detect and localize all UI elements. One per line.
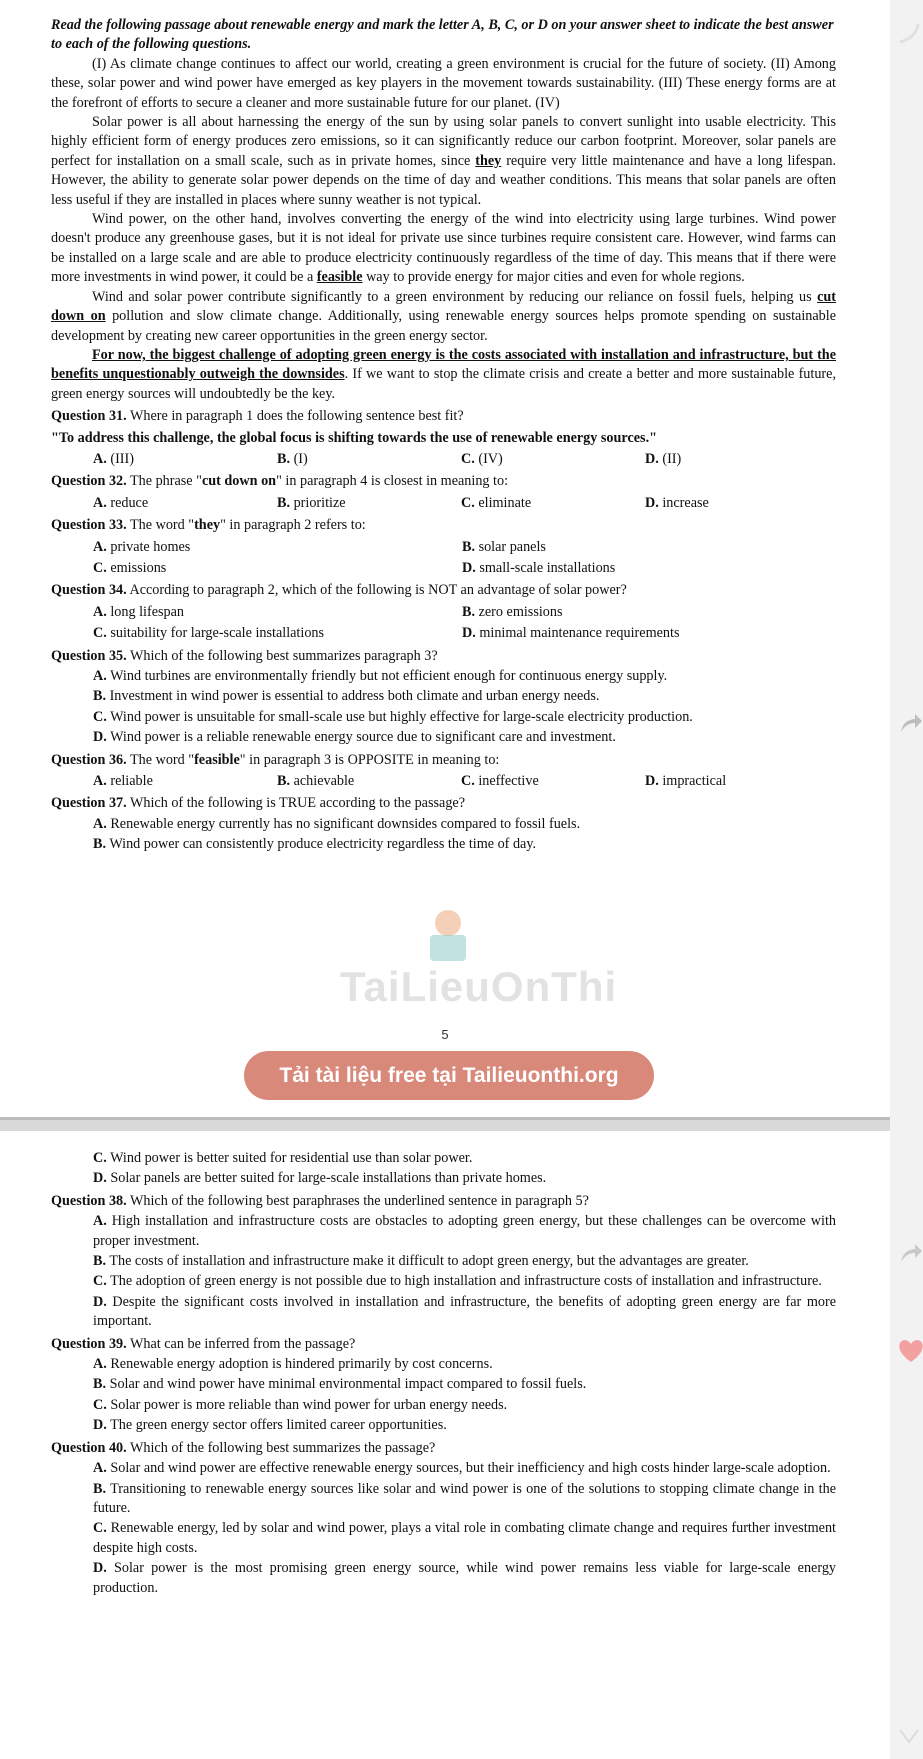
q37-text-a: Renewable energy currently has no significant downsides compared to fossil fuels. bbox=[110, 815, 581, 832]
question-31 bbox=[51, 407, 836, 426]
q34-option-a[interactable] bbox=[93, 603, 462, 622]
question-39-text: What can be inferred from the passage? bbox=[126, 1335, 356, 1352]
question-35-label: Question 35. bbox=[51, 647, 127, 664]
paragraph-3-text-a: Wind power, on the other hand, involves converting the energy of the wind into electricity using large turbines. Wind power doesn't produce any greenhouse gases, but it is not ideal for private use since turbines require consistent care. However, wind farms can be installed on a large scale and are able to produce electricity continuously regardless of the time of day. This means that if there were more investments in wind power, it could be a bbox=[51, 211, 836, 286]
q39-letter-c: C. bbox=[93, 1396, 107, 1413]
share-arrow-icon[interactable] bbox=[897, 710, 923, 736]
q40-letter-c: C. bbox=[93, 1520, 107, 1537]
q37-letter-a: A. bbox=[93, 815, 107, 832]
q38-letter-c: C. bbox=[93, 1273, 107, 1290]
q38-letter-b: B. bbox=[93, 1253, 107, 1270]
q37-letter-b: B. bbox=[93, 836, 107, 853]
question-31-text: Where in paragraph 1 does the following sentence best fit? bbox=[126, 408, 464, 425]
page-separator-shadow bbox=[0, 1117, 890, 1120]
q33-option-a[interactable] bbox=[93, 538, 462, 557]
q34-letter-a: A. bbox=[93, 603, 107, 620]
q32-letter-a: A. bbox=[93, 494, 107, 511]
q32-option-d[interactable] bbox=[645, 494, 829, 513]
q40-text-d: Solar power is the most promising green energy source, while wind power remains less viable for large-scale energy production. bbox=[93, 1560, 837, 1596]
q37-letter-d: D. bbox=[93, 1170, 107, 1187]
question-33 bbox=[51, 516, 836, 535]
q40-option-d[interactable] bbox=[51, 1559, 836, 1598]
q33-text-d: small-scale installations bbox=[479, 559, 616, 576]
q38-option-c[interactable] bbox=[51, 1272, 836, 1291]
q40-option-c[interactable] bbox=[51, 1519, 836, 1558]
q37-option-c[interactable] bbox=[51, 1149, 836, 1168]
q38-text-d: Despite the significant costs involved in installation and infrastructure, the benefits of adopting green energy are far more important. bbox=[93, 1293, 836, 1330]
share-arrow-icon-2[interactable] bbox=[897, 1240, 923, 1266]
paragraph-5 bbox=[51, 346, 836, 404]
q40-option-a[interactable] bbox=[51, 1459, 836, 1478]
q33-letter-a: A. bbox=[93, 538, 107, 555]
q35-option-a[interactable] bbox=[51, 667, 836, 686]
q31-text-a: (III) bbox=[110, 450, 134, 467]
q36-option-a[interactable] bbox=[93, 772, 277, 791]
q35-text-b: Investment in wind power is essential to address both climate and urban energy needs. bbox=[109, 688, 600, 705]
question-31-label: Question 31. bbox=[51, 408, 127, 425]
question-32-text-a: The phrase " bbox=[126, 473, 202, 490]
q37-option-a[interactable] bbox=[51, 815, 836, 834]
q32-text-b: prioritize bbox=[293, 494, 346, 511]
side-gutter bbox=[890, 0, 923, 1759]
q34-letter-b: B. bbox=[462, 603, 476, 620]
q38-option-a[interactable] bbox=[51, 1212, 836, 1251]
question-33-options-row-2 bbox=[51, 559, 836, 578]
question-34-options-row-1 bbox=[51, 603, 836, 622]
paragraph-3 bbox=[51, 210, 836, 288]
q33-letter-d: D. bbox=[462, 559, 476, 576]
q37-text-d: Solar panels are better suited for large-scale installations than private homes. bbox=[110, 1170, 547, 1187]
question-32-label: Question 32. bbox=[51, 473, 127, 490]
question-34 bbox=[51, 581, 836, 600]
question-37-label: Question 37. bbox=[51, 795, 127, 812]
q33-letter-c: C. bbox=[93, 559, 107, 576]
q31-letter-c: C. bbox=[461, 450, 475, 467]
q36-option-d[interactable] bbox=[645, 772, 829, 791]
question-32 bbox=[51, 472, 836, 491]
q39-text-a: Renewable energy adoption is hindered primarily by cost concerns. bbox=[110, 1356, 493, 1373]
question-32-phrase: cut down on bbox=[201, 473, 277, 490]
q40-text-c: Renewable energy, led by solar and wind power, plays a vital role in combating climate change and requires further investment despite high costs. bbox=[93, 1520, 837, 1556]
question-36 bbox=[51, 751, 836, 770]
question-34-text: According to paragraph 2, which of the following is NOT an advantage of solar power? bbox=[126, 582, 627, 599]
q36-text-b: achievable bbox=[293, 773, 355, 790]
question-40 bbox=[51, 1439, 836, 1458]
q39-option-d[interactable] bbox=[51, 1416, 836, 1435]
q38-text-b: The costs of installation and infrastructure make it difficult to adopt green energy, but the advantages are greater. bbox=[109, 1253, 749, 1270]
q35-letter-d: D. bbox=[93, 729, 107, 746]
page-2-content bbox=[51, 1148, 836, 1598]
q33-text-a: private homes bbox=[110, 538, 191, 555]
q36-text-a: reliable bbox=[110, 773, 153, 790]
underlined-they: they bbox=[475, 152, 502, 169]
question-39-label: Question 39. bbox=[51, 1335, 127, 1352]
q40-text-a: Solar and wind power are effective renewable energy sources, but their inefficiency and high costs hinder large-scale adoption. bbox=[110, 1460, 831, 1477]
q37-option-b[interactable] bbox=[51, 835, 836, 854]
q36-text-d: impractical bbox=[662, 773, 727, 790]
q34-option-c[interactable] bbox=[93, 624, 462, 643]
q37-letter-c: C. bbox=[93, 1150, 107, 1166]
q33-letter-b: B. bbox=[462, 538, 476, 555]
q31-option-a[interactable] bbox=[93, 450, 277, 469]
question-33-text-a: The word " bbox=[126, 517, 195, 534]
q34-text-d: minimal maintenance requirements bbox=[479, 625, 680, 642]
q33-option-c[interactable] bbox=[93, 559, 462, 578]
question-36-label: Question 36. bbox=[51, 751, 127, 768]
question-31-quote: "To address this challenge, the global focus is shifting towards the use of renewable energy sources." bbox=[51, 429, 657, 446]
q34-text-c: suitability for large-scale installations bbox=[110, 625, 325, 642]
q39-option-a[interactable] bbox=[51, 1355, 836, 1374]
paragraph-2-text-a: Solar power is all about harnessing the energy of the sun by using solar panels to convert sunlight into usable electricity. This highly efficient form of energy produces zero emissions, so it can significantly reduce our carbon footprint. Moreover, solar panels are perfect for installation on a small scale, such as in private homes, since bbox=[51, 114, 836, 169]
paragraph-2-text-b: require very little maintenance and have a long lifespan. However, the ability to generate solar power depends on the time of day and weather conditions. This means that solar panels are often less useful if they are installed in places where sunny weather is not typical. bbox=[51, 152, 837, 208]
q35-letter-a: A. bbox=[93, 668, 107, 684]
q31-text-d: (II) bbox=[662, 450, 682, 467]
q31-option-d[interactable] bbox=[645, 450, 829, 469]
q33-option-d[interactable] bbox=[462, 559, 831, 578]
underlined-sentence: For now, the biggest challenge of adopting green energy is the costs associated with installation and infrastructure, but the benefits unquestionably outweigh the downsides bbox=[51, 346, 836, 383]
question-31-options bbox=[51, 450, 836, 469]
paragraph-1: (I) As climate change continues to affect our world, creating a green environment is crucial for the future of society. (II) Among these, solar power and wind power have emerged as key players in the movement towards sustainability. (III) These energy forms are at the forefront of efforts to secure a cleaner and more sustainable future for our planet. (IV) bbox=[51, 55, 836, 111]
q35-text-a: Wind turbines are environmentally friendly but not efficient enough for continuous energy supply. bbox=[110, 668, 668, 684]
page-1-content bbox=[51, 16, 836, 855]
download-banner-button[interactable]: Tải tài liệu free tại Tailieuonthi.org bbox=[244, 1051, 654, 1100]
q37-text-c: Wind power is better suited for residential use than solar power. bbox=[110, 1150, 473, 1166]
q32-letter-b: B. bbox=[277, 494, 291, 511]
q31-letter-a: A. bbox=[93, 450, 107, 467]
q36-letter-b: B. bbox=[277, 773, 291, 790]
q40-letter-d: D. bbox=[93, 1560, 107, 1577]
question-37 bbox=[51, 794, 836, 813]
question-40-text: Which of the following best summarizes the passage? bbox=[126, 1439, 436, 1456]
question-33-text-b: " in paragraph 2 refers to: bbox=[220, 517, 366, 534]
q31-letter-d: D. bbox=[645, 450, 659, 467]
chevron-down-icon[interactable] bbox=[896, 1722, 922, 1748]
paragraph-4-text-a: Wind and solar power contribute significantly to a green environment by reducing our reliance on fossil fuels, helping us bbox=[92, 288, 818, 305]
question-40-label: Question 40. bbox=[51, 1439, 127, 1456]
q38-text-c: The adoption of green energy is not possible due to high installation and infrastructure costs of installation and infrastructure. bbox=[110, 1273, 822, 1290]
q32-option-b[interactable] bbox=[277, 494, 461, 513]
question-38-label: Question 38. bbox=[51, 1192, 127, 1209]
q38-option-b[interactable] bbox=[51, 1252, 836, 1271]
q35-letter-b: B. bbox=[93, 688, 107, 705]
watermark-logo-icon bbox=[422, 905, 474, 965]
q39-text-c: Solar power is more reliable than wind power for urban energy needs. bbox=[110, 1396, 508, 1413]
q33-option-b[interactable] bbox=[462, 538, 831, 557]
question-33-word: they bbox=[194, 517, 221, 534]
q31-text-b: (I) bbox=[293, 450, 308, 467]
underlined-feasible: feasible bbox=[316, 269, 363, 286]
paragraph-5-text-b: . If we want to stop the climate crisis and create a better and more sustainable future, green energy sources will undoubtedly be the key. bbox=[51, 366, 836, 402]
question-33-options-row-1 bbox=[51, 538, 836, 557]
question-35-text: Which of the following best summarizes paragraph 3? bbox=[126, 647, 438, 664]
q39-option-b[interactable] bbox=[51, 1375, 836, 1394]
q36-option-b[interactable] bbox=[277, 772, 461, 791]
paragraph-2 bbox=[51, 113, 836, 210]
q32-option-c[interactable] bbox=[461, 494, 645, 513]
q38-option-d[interactable] bbox=[51, 1293, 836, 1332]
q37-option-d[interactable] bbox=[51, 1169, 836, 1188]
q31-text-c: (IV) bbox=[478, 450, 503, 467]
q39-letter-a: A. bbox=[93, 1356, 107, 1373]
q32-option-a[interactable] bbox=[93, 494, 277, 513]
q31-letter-b: B. bbox=[277, 450, 291, 467]
q34-letter-c: C. bbox=[93, 625, 107, 642]
q34-option-b[interactable] bbox=[462, 603, 831, 622]
q39-letter-b: B. bbox=[93, 1376, 107, 1393]
question-38-text: Which of the following best paraphrases the underlined sentence in paragraph 5? bbox=[126, 1192, 589, 1209]
q35-letter-c: C. bbox=[93, 708, 107, 725]
paragraph-3-text-b: way to provide energy for major cities and even for whole regions. bbox=[362, 269, 745, 286]
q39-option-c[interactable] bbox=[51, 1396, 836, 1415]
q32-letter-d: D. bbox=[645, 494, 659, 511]
q35-option-d[interactable] bbox=[51, 728, 836, 747]
question-36-options bbox=[51, 772, 836, 791]
q36-letter-a: A. bbox=[93, 773, 107, 790]
question-37-text: Which of the following is TRUE according to the passage? bbox=[126, 795, 466, 812]
q40-letter-a: A. bbox=[93, 1460, 107, 1477]
question-32-options bbox=[51, 494, 836, 513]
q35-option-b[interactable] bbox=[51, 687, 836, 706]
question-36-text-a: The word " bbox=[126, 751, 195, 768]
heart-icon[interactable] bbox=[896, 1335, 923, 1365]
q38-letter-d: D. bbox=[93, 1293, 107, 1310]
q34-option-d[interactable] bbox=[462, 624, 831, 643]
q39-text-b: Solar and wind power have minimal environmental impact compared to fossil fuels. bbox=[109, 1376, 587, 1393]
q33-text-c: emissions bbox=[110, 559, 167, 576]
q33-text-b: solar panels bbox=[478, 538, 546, 555]
question-36-word: feasible bbox=[194, 751, 240, 768]
page-number: 5 bbox=[441, 1027, 449, 1042]
question-32-text-b: " in paragraph 4 is closest in meaning to: bbox=[276, 473, 509, 490]
q32-text-a: reduce bbox=[110, 494, 149, 511]
instructions: Read the following passage about renewable energy and mark the letter A, B, C, or D on your answer sheet to indicate the best answer to each of the following questions. bbox=[51, 17, 834, 53]
q40-text-b: Transitioning to renewable energy sources like solar and wind power is one of the solutions to stopping climate change in the future. bbox=[93, 1480, 836, 1516]
q40-option-b[interactable] bbox=[51, 1480, 836, 1519]
question-36-text-b: " in paragraph 3 is OPPOSITE in meaning to: bbox=[239, 751, 500, 768]
q36-text-c: ineffective bbox=[478, 773, 539, 790]
q38-text-a: High installation and infrastructure costs are obstacles to adopting green energy, but these challenges can be overcome with proper investment. bbox=[93, 1213, 837, 1249]
q31-option-b[interactable] bbox=[277, 450, 461, 469]
question-35 bbox=[51, 647, 836, 666]
q32-letter-c: C. bbox=[461, 494, 475, 511]
paragraph-4-text-b: pollution and slow climate change. Additionally, using renewable energy sources helps promote spending on sustainable development by creating new career opportunities in the green energy sector. bbox=[51, 308, 836, 344]
question-38 bbox=[51, 1192, 836, 1211]
question-33-label: Question 33. bbox=[51, 517, 127, 534]
q32-text-c: eliminate bbox=[478, 494, 532, 511]
q35-text-c: Wind power is unsuitable for small-scale use but highly effective for large-scale electricity production. bbox=[110, 708, 693, 725]
q35-option-c[interactable] bbox=[51, 708, 836, 727]
q35-text-d: Wind power is a reliable renewable energy source due to significant care and investment. bbox=[110, 729, 616, 746]
q39-text-d: The green energy sector offers limited career opportunities. bbox=[110, 1417, 447, 1434]
q34-text-b: zero emissions bbox=[478, 603, 563, 620]
question-39 bbox=[51, 1335, 836, 1354]
q36-letter-c: C. bbox=[461, 773, 475, 790]
underlined-cut-down-on: cut down on bbox=[51, 288, 836, 325]
q38-letter-a: A. bbox=[93, 1213, 107, 1230]
paragraph-4 bbox=[51, 288, 836, 346]
question-34-options-row-2 bbox=[51, 624, 836, 643]
q36-letter-d: D. bbox=[645, 773, 659, 790]
q40-letter-b: B. bbox=[93, 1480, 107, 1497]
question-34-label: Question 34. bbox=[51, 582, 127, 599]
watermark-text: TaiLieuOnThi bbox=[340, 963, 618, 1010]
q37-text-b: Wind power can consistently produce electricity regardless the time of day. bbox=[109, 836, 537, 853]
q34-letter-d: D. bbox=[462, 625, 476, 642]
q36-option-c[interactable] bbox=[461, 772, 645, 791]
q39-letter-d: D. bbox=[93, 1417, 107, 1434]
curl-arrow-icon[interactable] bbox=[896, 20, 922, 46]
q31-option-c[interactable] bbox=[461, 450, 645, 469]
q34-text-a: long lifespan bbox=[110, 603, 185, 620]
q32-text-d: increase bbox=[662, 494, 709, 511]
